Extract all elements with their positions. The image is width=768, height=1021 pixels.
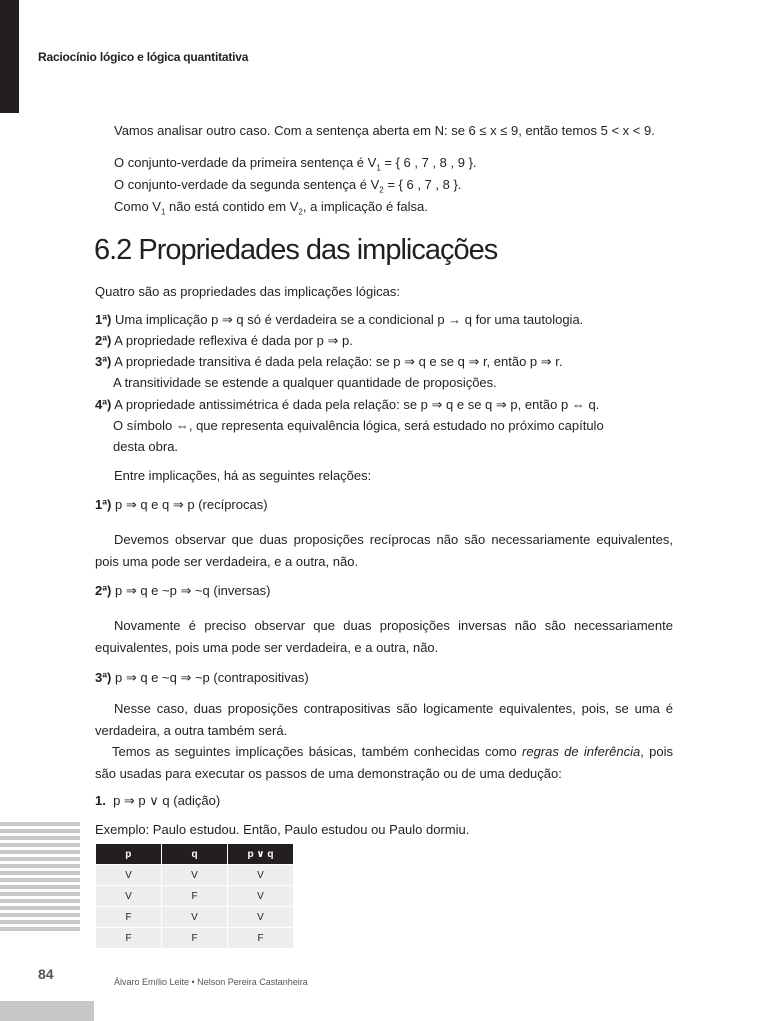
- relation-3: 3ª) p ⇒ q e ~q ⇒ ~p (contrapositivas): [95, 670, 309, 685]
- table-cell: V: [162, 865, 228, 886]
- header-side-bar: [0, 0, 19, 113]
- rule-1: 1. p ⇒ p ∨ q (adição): [95, 793, 221, 808]
- property-3: 3ª) A propriedade transitiva é dada pela relação: se p ⇒ q e se q ⇒ r, então p ⇒ r.: [95, 354, 563, 369]
- truth-table-header: [96, 844, 294, 865]
- table-cell: F: [96, 907, 162, 928]
- table-cell: V: [96, 865, 162, 886]
- header-p: p: [96, 844, 162, 865]
- property-2: 2ª) A propriedade reflexiva é dada por p ⇒ p.: [95, 333, 353, 348]
- relation-1: 1ª) p ⇒ q e q ⇒ p (recíprocas): [95, 497, 268, 512]
- table-cell: F: [96, 928, 162, 949]
- relation-2: 2ª) p ⇒ q e ~p ⇒ ~q (inversas): [95, 583, 271, 598]
- footer-bar-decoration: [0, 1001, 94, 1021]
- relation-3-paragraph: Nesse caso, duas proposições contrapositivas são logicamente equivalentes, pois, se uma é verdadeira, a outra também será.: [95, 701, 673, 738]
- property-4: 4ª) A propriedade antissimétrica é dada pela relação: se p ⇒ q e se q ⇒ p, então p ⇔ q.: [95, 397, 600, 412]
- section-title: 6.2 Propriedades das implicações: [94, 234, 498, 266]
- table-row: [96, 928, 294, 949]
- property-4-note-cont: desta obra.: [113, 439, 179, 454]
- table-cell: V: [228, 865, 294, 886]
- table-row: [96, 865, 294, 886]
- header-q: q: [162, 844, 228, 865]
- intro-line-3: O conjunto-verdade da segunda sentença é $V_2$ = { 6 , 7 , 8 }.: [114, 177, 462, 195]
- properties-lead: Quatro são as propriedades das implicações lógicas:: [95, 284, 400, 299]
- relation-1-paragraph: Devemos observar que duas proposições recíprocas não são necessariamente equivalentes, pois uma pode ser verdadeira, e a outra, não.: [95, 532, 673, 569]
- rule-1-example: Exemplo: Paulo estudou. Então, Paulo estudou ou Paulo dormiu.: [95, 822, 470, 837]
- relations-lead: Entre implicações, há as seguintes relações:: [114, 468, 372, 483]
- table-cell: F: [228, 928, 294, 949]
- table-row: [96, 907, 294, 928]
- property-1: 1ª) Uma implicação p ⇒ q só é verdadeira se a condicional p → q for uma tautologia.: [95, 312, 584, 327]
- table-cell: V: [228, 907, 294, 928]
- table-cell: F: [162, 928, 228, 949]
- relation-2-paragraph: Novamente é preciso observar que duas proposições inversas não são necessariamente equivalentes, pois uma pode ser verdadeira, e a outra, não.: [95, 618, 673, 655]
- property-4-note: O símbolo ⇔, que representa equivalência lógica, será estudado no próximo capítulo: [113, 418, 604, 433]
- property-3-note: A transitividade se estende a qualquer quantidade de proposições.: [113, 375, 497, 390]
- intro-line-1: Vamos analisar outro caso. Com a sentença aberta em N: se 6 ≤ x ≤ 9, então temos 5 < x < 9.: [114, 123, 655, 138]
- running-title: Raciocínio lógico e lógica quantitativa: [38, 50, 249, 64]
- inference-rules-paragraph: Temos as seguintes implicações básicas, também conhecidas como regras de inferência, pois são usadas para executar os passos de uma demonstração ou de uma dedução:: [95, 744, 673, 781]
- table-cell: V: [96, 886, 162, 907]
- table-cell: V: [162, 907, 228, 928]
- page-number: 84: [38, 966, 54, 982]
- margin-stripes-decoration: [0, 822, 80, 932]
- table-cell: F: [162, 886, 228, 907]
- intro-line-2: O conjunto-verdade da primeira sentença é $V_1$ = { 6 , 7 , 8 , 9 }.: [114, 155, 477, 173]
- header-p-or-q: p ∨ q: [228, 844, 294, 865]
- table-row: [96, 886, 294, 907]
- intro-line-4: Como $V_1$ não está contido em $V_2$, a implicação é falsa.: [114, 199, 428, 217]
- footer-authors: Álvaro Emílio Leite • Nelson Pereira Castanheira: [114, 977, 308, 987]
- table-cell: V: [228, 886, 294, 907]
- truth-table: [95, 844, 294, 949]
